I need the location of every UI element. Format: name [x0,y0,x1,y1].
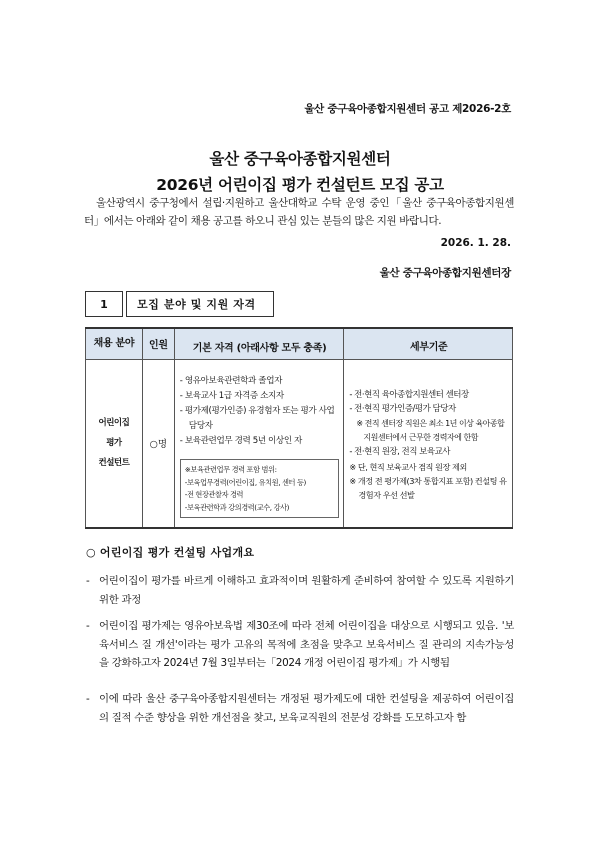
cell-basic-qualification [174,359,344,528]
issuer: 울산 중구육아종합지원센터장 [379,267,511,279]
overview-paragraph: - 이에 따라 울산 중구육아종합지원센터는 개정된 평가제도에 대한 컨설팅을 제공하여 어린이집의 질적 수준 향상을 위한 개선점을 찾고, 보육교직원의 전문성 강화를 도모하고자 함 [86,693,514,724]
overview-title: 어린이집 평가 컨설팅 사업개요 [99,546,255,559]
list-item: - 보육교사 1급 자격증 소지자 [180,389,340,404]
paragraph-text: 어린이집 평가제는 영유아보육법 제30조에 따라 전체 어린이집을 대상으로 시행되고 있음. '보육서비스 질 개선'이라는 평가 고유의 목적에 초점을 맞추고 보육서비스 질 관리의 지속가능성을 강화하고자 2024년 7월 3일부터는「2024 개정 어린이집 평가제」가 시행됨 [99,620,514,669]
document-title-notice: 2026년 어린이집 평가 컨설턴트 모집 공고 [156,176,444,194]
list-item: - 전·현직 평가인증/평가 담당자 [349,402,508,416]
header-field: 채용 분야 [86,328,143,359]
list-item: ※ 전직 센터장 직원은 최소 1년 이상 육아종합지원센터에서 근무한 경력자에 한함 [349,417,508,446]
paragraph-text: 이에 따라 울산 중구육아종합지원센터는 개정된 평가제도에 대한 컨설팅을 제공하여 어린이집의 질적 수준 향상을 위한 개선점을 찾고, 보육교직원의 전문성 강화를 도모하고자 함 [99,693,514,724]
cell-count: ○명 [142,359,174,528]
section-number: 1 [85,291,123,317]
paragraph-text: 어린이집이 평가를 바르게 이해하고 효과적이며 원활하게 준비하여 참여할 수 있도록 지원하기 위한 과정 [99,575,514,606]
list-item: ※ 개정 전 평가제(3차 통합지표 포함) 컨설팅 유경험자 우선 선발 [349,474,508,503]
overview-paragraph: - 어린이집이 평가를 바르게 이해하고 효과적이며 원활하게 준비하여 참여할 수 있도록 지원하기 위한 과정 [86,575,514,606]
requirements-table [85,327,513,529]
circle-bullet-icon: ○ [86,546,96,559]
section-title: 모집 분야 및 지원 자격 [126,291,274,317]
list-item: - 전·현직 육아종합지원센터 센터장 [349,388,508,402]
note-line: -전 현장관찰자 경력 [184,490,244,500]
table-header-row [86,328,513,359]
document-title-organization: 울산 중구육아종합지원센터 [209,150,391,168]
cell-detail-criteria [344,359,513,528]
header-count: 인원 [142,328,174,359]
list-item: - 전·현직 원장, 전직 보육교사 [349,445,508,459]
section-1-header [85,291,274,317]
notice-date: 2026. 1. 28. [440,237,511,249]
list-item: - 평가제(평가인증) 유경험자 또는 평가 사업담당자 [180,404,340,434]
overview-paragraph: - 어린이집 평가제는 영유아보육법 제30조에 따라 전체 어린이집을 대상으로 시행되고 있음. '보육서비스 질 개선'이라는 평가 고유의 목적에 초점을 맞추고 보육서비스 질 관리의 지속가능성을 강화하고자 2024년 7월 3일부터는「2024 개정 어린이집 평가제」가 시행됨 [86,620,514,669]
experience-scope-note [180,459,340,518]
detail-criteria-list [349,388,508,502]
basic-qualification-list [180,374,340,449]
field-line: 어린이집 [98,418,130,429]
header-basic-qualification: 기본 자격 (아래사항 모두 충족) [174,328,344,359]
field-line: 컨설턴트 [98,458,130,469]
intro-paragraph: 울산광역시 중구청에서 설립·지원하고 울산대학교 수탁 운영 중인「울산 중구육아종합지원센터」에서는 아래와 같이 채용 공고를 하오니 관심 있는 분들의 많은 지원 바랍니다. [84,197,514,227]
table-row [86,359,513,528]
overview-heading [86,544,254,560]
field-line: 평가 [106,438,122,449]
list-item: ※ 단, 현직 보육교사 겸직 원장 제외 [349,460,508,474]
list-item: - 영유아보육관련학과 졸업자 [180,374,340,389]
notice-number: 울산 중구육아종합지원센터 공고 제2026-2호 [304,103,511,115]
note-line: -보육업무경력(어린이집, 유치원, 센터 등) [184,477,306,487]
note-line: ※보육관련업무 경력 포함 범위: [184,465,277,475]
header-detail-criteria: 세부기준 [344,328,513,359]
cell-field [86,359,143,528]
list-item: - 보육관련업무 경력 5년 이상인 자 [180,434,340,449]
note-line: -보육관련학과 강의경력(교수, 강사) [184,502,290,512]
